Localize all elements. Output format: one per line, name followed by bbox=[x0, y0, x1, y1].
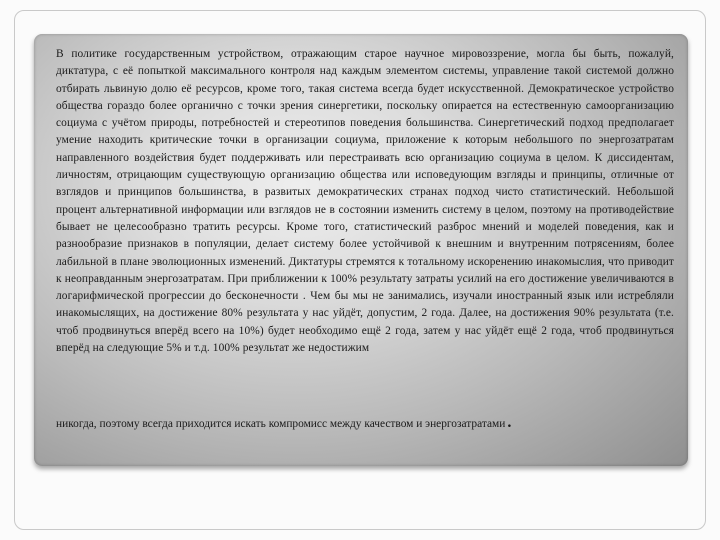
final-line-text: никогда, поэтому всегда приходится искать компромисс между качеством и энергозатратами bbox=[56, 418, 506, 430]
body-paragraph: В политике государственным устройством, отражающим старое научное мировоззрение, могла бы быть, пожалуй, диктатура, с её попыткой максимального контроля над каждым элементом системы, управление такой системой должно отбирать львиную долю её ресурсов, кроме того, такая система всегда будет искусственной. Демократическое устройство общества гораздо более органично с точки зрения синергетики, поскольку опирается на естественную самоорганизацию социума с учётом природы, потребностей и стереотипов поведения большинства. Синергетический подход предполагает умение находить критические точки в организации социума, приложение к которым небольшого по энергозатратам направленного воздействия будет поддерживать или перестраивать всю организацию социума в целом. К диссидентам, личностям, отрицающим существующую организацию общества или исповедующим взгляды и принципы, отличные от взглядов и принципов большинства, в развитых демократических странах подход чисто статистический. Небольшой процент альтернативной информации или взглядов не в состоянии изменить систему в целом, поэтому на противодействие бывает не целесообразно тратить ресурсы. Кроме того, статистический разброс мнений и моделей поведения, как и разнообразие признаков в популяции, делает систему более устойчивой к внешним и внутренним потрясениям, более лабильной в плане эволюционных изменений. Диктатуры стремятся к тотальному искоренению инакомыслия, что приводит к неоправданным энергозатратам. При приближении к 100% результату затраты усилий на его достижение увеличиваются в логарифмической прогрессии до бесконечности . Чем бы мы не занимались, изучали иностранный язык или истребляли инакомыслящих, на достижение 80% результата у нас уйдёт, допустим, 2 года. Далее, на достижения 90% результата (т.е. чтоб продвинуться вперёд всего на 10%) будет необходимо ещё 2 года, затем у нас уйдёт ещё 2 года, чтоб продвинуться вперёд на следующие 5% и т.д. 100% результат же недостижим bbox=[56, 48, 674, 355]
final-period: . bbox=[507, 414, 512, 431]
slide-footer-area bbox=[34, 474, 688, 518]
body-final-line bbox=[56, 414, 674, 433]
